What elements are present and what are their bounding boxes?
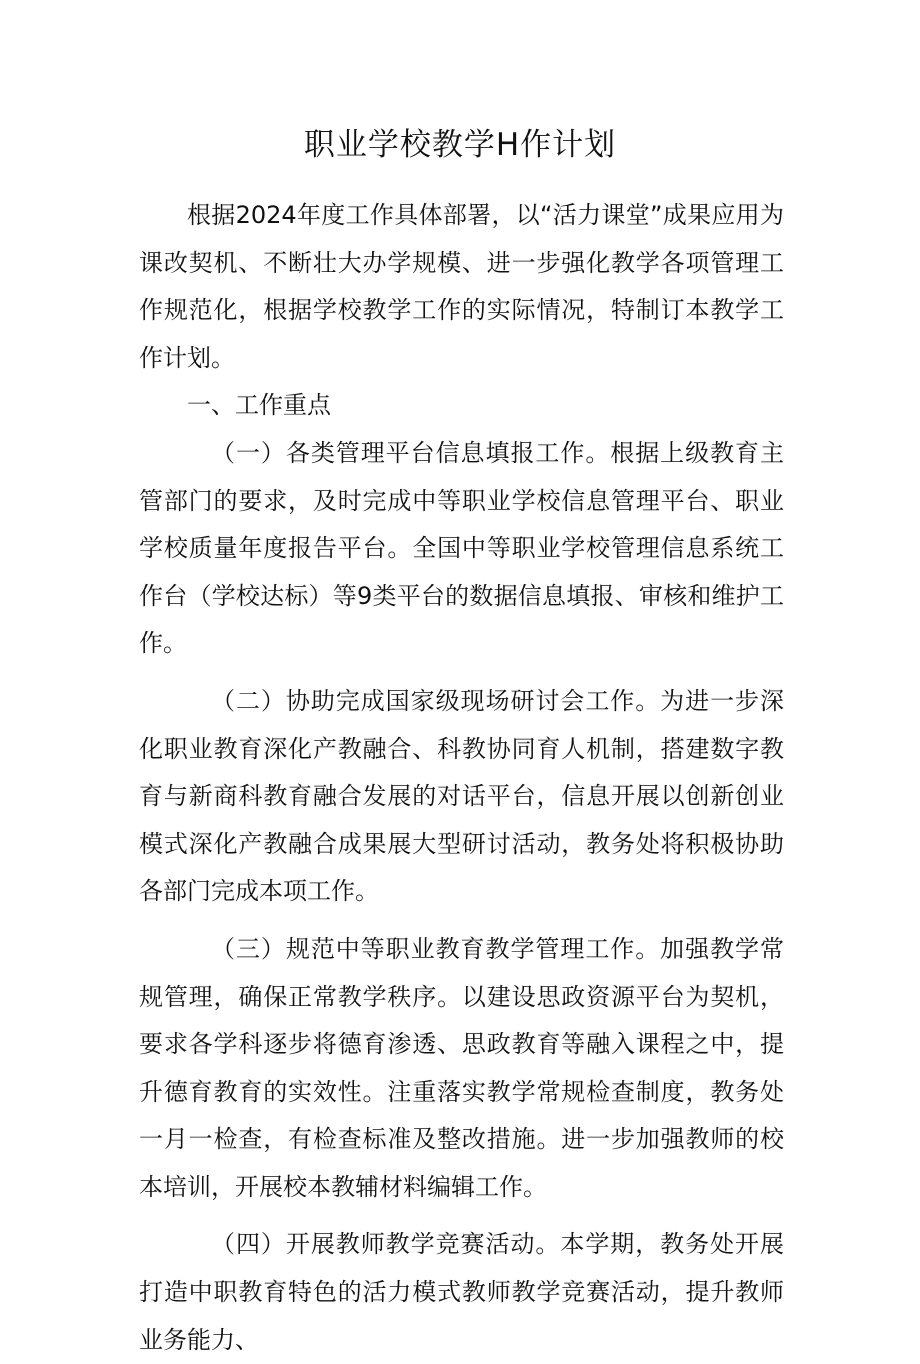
intro-paragraph: 根据2024年度工作具体部署，以“活力课堂”成果应用为课改契机、不断壮大办学规模、进一步强化教学各项管理工作规范化，根据学校教学工作的实际情况，特制订本教学工作计划。: [139, 201, 784, 372]
section-heading: 一、工作重点: [187, 391, 331, 420]
paragraph-gap: [139, 668, 784, 678]
document-title: 职业学校教学H作计划: [303, 127, 617, 163]
item-paragraph-1: （一）各类管理平台信息填报工作。根据上级教育主管部门的要求，及时完成中等职业学校信息管理平台、职业学校质量年度报告平台。全国中等职业学校管理信息系统工作台（学校达标）等9类平台的数据信息填报、审核和维护工作。: [139, 438, 784, 658]
item-paragraph-4: （四）开展教师教学竞赛活动。本学期，教务处开展打造中职教育特色的活力模式教师教学竞赛活动，提升教师业务能力、: [139, 1230, 784, 1354]
paragraph-gap: [139, 1211, 784, 1221]
item-paragraph-3: （三）规范中等职业教育教学管理工作。加强教学常规管理，确保正常教学秩序。以建设思政资源平台为契机，要求各学科逐步将德育渗透、思政教育等融入课程之中，提升德育教育的实效性。注重落实教学常规检查制度，教务处一月一检查，有检查标准及整改措施。进一步加强教师的校本培训，开展校本教辅材料编辑工作。: [139, 934, 784, 1201]
item-paragraph-2: （二）协助完成国家级现场研讨会工作。为进一步深化职业教育深化产教融合、科教协同育人机制，搭建数字教育与新商科教育融合发展的对话平台，信息开展以创新创业模式深化产教融合成果展大型研讨活动，教务处将积极协助各部门完成本项工作。: [139, 686, 784, 906]
document-body: [139, 192, 784, 1364]
paragraph-gap: [139, 916, 784, 926]
